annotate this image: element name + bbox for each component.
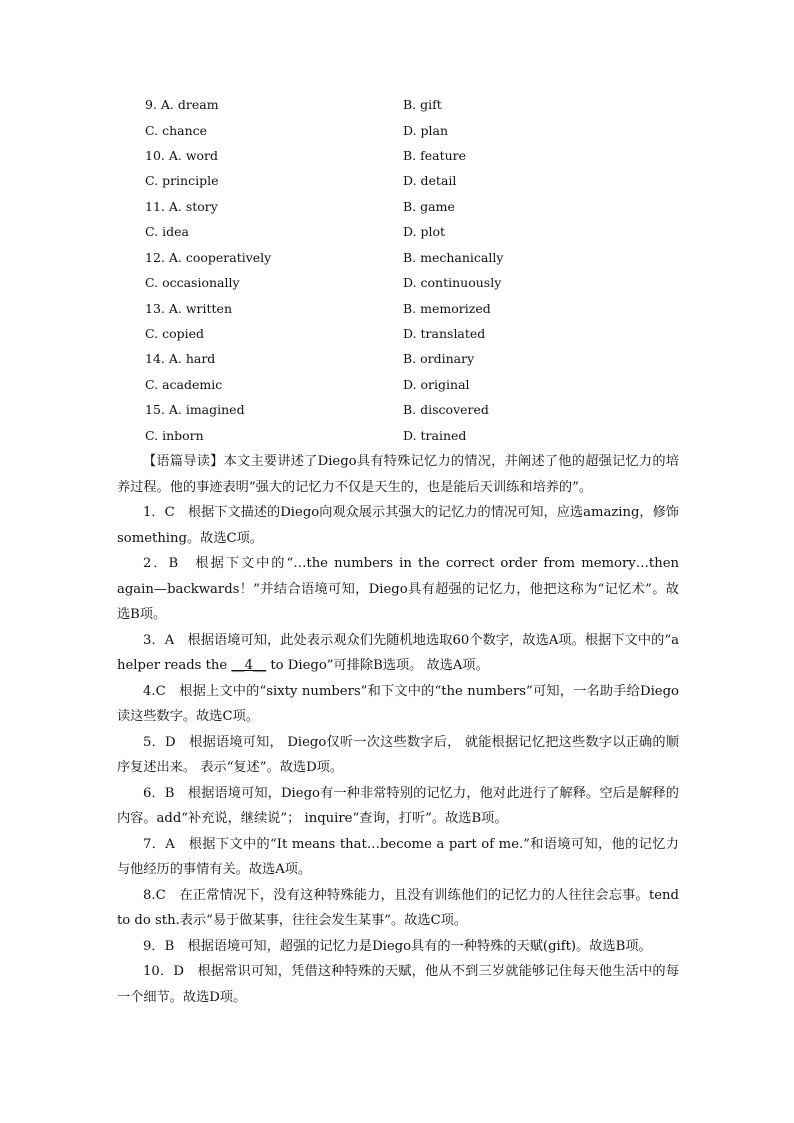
answer-explanation: 6．B 根据语境可知，Diego有一种非常特别的记忆力，他对此进行了解释。空后是解释的内容。add“补充说，继续说”； inquire“查询，打听”。故选B项。 — [117, 785, 679, 826]
option-row — [145, 171, 705, 191]
option-left: 12. A. cooperatively — [145, 250, 272, 265]
option-right: B. ordinary — [403, 351, 475, 366]
option-left: 9. A. dream — [145, 97, 219, 112]
option-right: B. mechanically — [403, 250, 504, 265]
option-left: C. occasionally — [145, 275, 240, 290]
option-left: C. inborn — [145, 428, 204, 443]
answer-explanation: 10．D 根据常识可知，凭借这种特殊的天赋，他从不到三岁就能够记住每天他生活中的每一个细节。故选D项。 — [117, 964, 679, 1005]
option-right: B. discovered — [403, 402, 489, 417]
reading-guide-intro: 【语篇导读】本文主要讲述了Diego具有特殊记忆力的情况，并阐述了他的超强记忆力的培养过程。他的事迹表明“强大的记忆力不仅是天生的，也是能后天训练和培养的”。 — [117, 454, 679, 495]
option-right: D. trained — [403, 428, 467, 443]
option-row — [145, 299, 705, 319]
option-left: C. copied — [145, 326, 204, 341]
option-right: D. plot — [403, 224, 446, 239]
option-row — [145, 146, 705, 166]
option-left: 15. A. imagined — [145, 402, 245, 417]
option-left: 10. A. word — [145, 148, 219, 163]
option-row — [145, 121, 705, 141]
explanation-text: 3．A 根据语境可知，此处表示观众们先随机地选取60个数字，故选A项。根据下文中的“a helper reads the — [117, 632, 679, 673]
option-left: 11. A. story — [145, 199, 218, 214]
answer-explanation — [117, 628, 679, 679]
option-left: 13. A. written — [145, 301, 232, 316]
option-left: C. principle — [145, 173, 219, 188]
option-row — [145, 426, 705, 446]
answer-explanation: 9．B 根据语境可知，超强的记忆力是Diego具有的一种特殊的天赋(gift)。故选B项。 — [143, 938, 652, 954]
option-row — [145, 375, 705, 395]
blank-reference: __4__ — [231, 658, 267, 673]
option-row — [145, 248, 705, 268]
answer-explanation: 7．A 根据下文中的“It means that…become a part of me.”和语境可知，他的记忆力与他经历的事情有关。故选A项。 — [117, 836, 679, 877]
option-right: D. detail — [403, 173, 457, 188]
answer-explanation: 1．C 根据下文描述的Diego向观众展示其强大的记忆力的情况可知，应选amazing，修饰something。故选C项。 — [117, 505, 679, 546]
option-row — [145, 349, 705, 369]
answer-explanation: 5．D 根据语境可知， Diego仅听一次这些数字后， 就能根据记忆把这些数字以正确的顺序复述出来。 表示“复述”。故选D项。 — [117, 734, 679, 775]
option-right: D. continuously — [403, 275, 502, 290]
option-right: D. translated — [403, 326, 486, 341]
answer-explanation: 8.C 在正常情况下，没有这种特殊能力，且没有训练他们的记忆力的人往往会忘事。tend to do sth.表示“易于做某事，往往会发生某事”。故选C项。 — [117, 887, 679, 928]
option-left: C. chance — [145, 123, 208, 138]
option-row — [145, 222, 705, 242]
option-right: B. memorized — [403, 301, 491, 316]
option-row — [145, 400, 705, 420]
option-row — [145, 273, 705, 293]
option-right: B. gift — [403, 97, 442, 112]
option-right: D. original — [403, 377, 470, 392]
answer-explanation: 2．B 根据下文中的“…the numbers in the correct order from memory…then again—backwards！”并结合语境可知，Diego具有超强的记忆力，他把这称为“记忆术”。故选B项。 — [117, 556, 679, 622]
answer-explanation: 4.C 根据上文中的“sixty numbers”和下文中的“the numbers”可知，一名助手给Diego读这些数字。故选C项。 — [117, 683, 679, 724]
option-right: D. plan — [403, 123, 449, 138]
option-left: C. academic — [145, 377, 223, 392]
analysis-section — [117, 449, 679, 1010]
option-row — [145, 95, 705, 115]
option-right: B. game — [403, 199, 455, 214]
option-row — [145, 197, 705, 217]
option-left: C. idea — [145, 224, 189, 239]
explanation-text: to Diego”可排除B选项。 故选A项。 — [266, 658, 489, 673]
option-left: 14. A. hard — [145, 351, 216, 366]
option-right: B. feature — [403, 148, 467, 163]
option-row — [145, 324, 705, 344]
